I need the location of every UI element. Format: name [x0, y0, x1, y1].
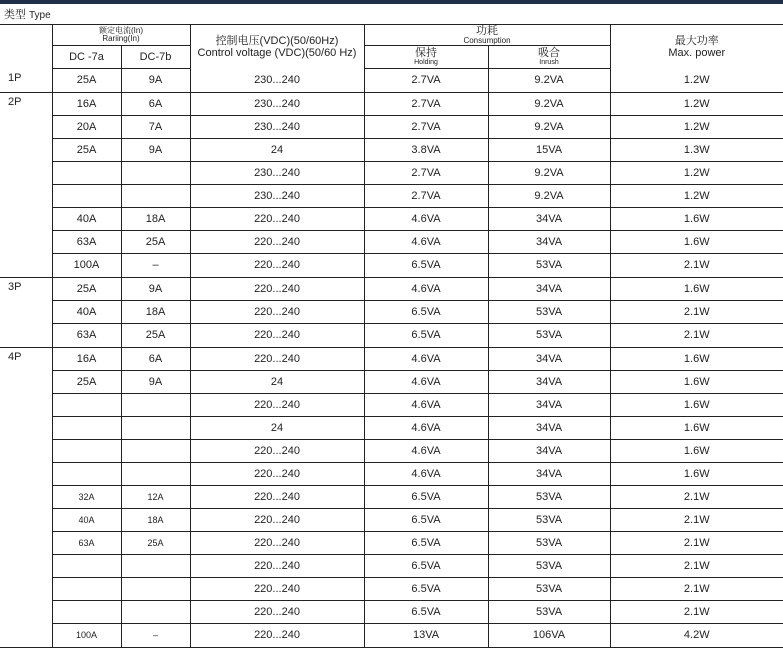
table-row — [0, 371, 783, 394]
dc7a-cell: 20A — [52, 116, 121, 139]
inrush-cell: 106VA — [488, 624, 610, 648]
dc7b-cell: 25A — [121, 532, 190, 555]
dc7b-cell — [121, 601, 190, 624]
dc7a-cell: 100A — [52, 624, 121, 648]
table-row — [0, 394, 783, 417]
dc7b-cell — [121, 463, 190, 486]
table-body — [0, 69, 783, 648]
inrush-cell: 34VA — [488, 394, 610, 417]
table-row — [0, 324, 783, 348]
dc7a-cell — [52, 555, 121, 578]
type-cell — [0, 116, 52, 139]
dc7a-cell: 25A — [52, 277, 121, 301]
dc7a-cell: 40A — [52, 208, 121, 231]
type-cell — [0, 486, 52, 509]
voltage-cell: 24 — [190, 417, 364, 440]
maxpower-cell: 2.1W — [610, 301, 783, 324]
dc7a-cell: 16A — [52, 347, 121, 371]
maxpower-header — [610, 25, 783, 69]
type-header-cell — [0, 25, 52, 69]
top-color-bar — [0, 0, 783, 4]
maxpower-cell: 1.6W — [610, 231, 783, 254]
maxpower-cell: 1.6W — [610, 463, 783, 486]
dc7b-cell — [121, 394, 190, 417]
inrush-cell: 9.2VA — [488, 69, 610, 93]
holding-zh: 保持 — [415, 47, 437, 59]
voltage-cell: 220...240 — [190, 231, 364, 254]
voltage-zh: 控制电压(VDC)(50/60Hz) — [215, 34, 339, 47]
voltage-cell: 230...240 — [190, 116, 364, 139]
type-cell — [0, 139, 52, 162]
maxpower-cell: 2.1W — [610, 601, 783, 624]
voltage-cell: 220...240 — [190, 440, 364, 463]
holding-cell: 4.6VA — [364, 371, 488, 394]
maxpower-cell: 2.1W — [610, 578, 783, 601]
voltage-cell: 230...240 — [190, 69, 364, 93]
type-cell: 3P — [8, 280, 22, 293]
table-row — [0, 116, 783, 139]
type-cell: 1P — [0, 69, 52, 93]
dc7b-cell: 9A — [121, 277, 190, 301]
table-row — [0, 208, 783, 231]
holding-en: Holding — [414, 59, 438, 66]
maxpower-cell: 1.6W — [610, 347, 783, 371]
dc7b-cell — [121, 555, 190, 578]
dc7b-cell: 9A — [121, 139, 190, 162]
table-row — [0, 463, 783, 486]
dc7b-cell — [121, 162, 190, 185]
voltage-cell: 220...240 — [190, 463, 364, 486]
type-cell: 2P — [8, 95, 22, 108]
table-row — [0, 601, 783, 624]
type-cell — [0, 185, 52, 208]
dc7b-cell: – — [121, 624, 190, 648]
table-row — [0, 301, 783, 324]
maxpower-cell: 1.6W — [610, 440, 783, 463]
holding-cell: 4.6VA — [364, 440, 488, 463]
table-row — [0, 532, 783, 555]
type-cell — [0, 509, 52, 532]
table-row — [0, 417, 783, 440]
dc7b-cell: 18A — [121, 208, 190, 231]
table-row — [0, 231, 783, 254]
inrush-cell: 53VA — [488, 509, 610, 532]
inrush-cell: 53VA — [488, 301, 610, 324]
voltage-en: Control voltage (VDC)(50/60 Hz) — [197, 46, 357, 59]
holding-cell: 2.7VA — [364, 92, 488, 116]
maxpower-cell: 1.6W — [610, 277, 783, 301]
maxpower-cell: 1.2W — [610, 162, 783, 185]
inrush-zh: 吸合 — [538, 47, 560, 59]
type-cell — [0, 601, 52, 624]
type-cell — [0, 555, 52, 578]
dc7a-cell: 25A — [52, 69, 121, 93]
dc7a-cell: 63A — [52, 532, 121, 555]
holding-cell: 2.7VA — [364, 116, 488, 139]
caption-en: Type — [29, 10, 51, 21]
inrush-cell: 53VA — [488, 486, 610, 509]
type-cell — [0, 301, 52, 324]
dc7a-cell: 16A — [52, 92, 121, 116]
voltage-cell: 220...240 — [190, 578, 364, 601]
inrush-cell: 53VA — [488, 601, 610, 624]
holding-cell: 6.5VA — [364, 324, 488, 348]
dc7a-cell: 40A — [52, 509, 121, 532]
dc7a-header: DC -7a — [52, 46, 121, 69]
dc7a-cell — [52, 601, 121, 624]
inrush-cell: 34VA — [488, 371, 610, 394]
maxpower-cell: 2.1W — [610, 486, 783, 509]
maxpower-cell: 2.1W — [610, 324, 783, 348]
maxpower-cell: 2.1W — [610, 509, 783, 532]
inrush-cell: 15VA — [488, 139, 610, 162]
table-row — [0, 254, 783, 278]
maxpower-cell: 1.6W — [610, 371, 783, 394]
table-row — [0, 440, 783, 463]
type-cell — [0, 532, 52, 555]
type-cell — [0, 371, 52, 394]
inrush-cell: 53VA — [488, 532, 610, 555]
table-row — [0, 555, 783, 578]
table-row — [0, 347, 783, 371]
holding-cell: 2.7VA — [364, 162, 488, 185]
voltage-cell: 230...240 — [190, 92, 364, 116]
dc7a-cell: 63A — [52, 231, 121, 254]
consumption-en: Consumption — [463, 36, 511, 45]
type-cell: 4P — [8, 350, 22, 363]
dc7a-cell: 25A — [52, 139, 121, 162]
table-row — [0, 92, 783, 116]
maxpower-en: Max. power — [668, 46, 726, 59]
maxpower-cell: 1.6W — [610, 417, 783, 440]
voltage-cell: 220...240 — [190, 254, 364, 278]
holding-cell: 6.5VA — [364, 509, 488, 532]
holding-cell: 2.7VA — [364, 69, 488, 93]
table-row — [0, 578, 783, 601]
type-cell — [0, 394, 52, 417]
type-cell — [0, 578, 52, 601]
type-cell — [0, 463, 52, 486]
dc7a-cell — [52, 440, 121, 463]
maxpower-cell: 4.2W — [610, 624, 783, 648]
voltage-cell: 220...240 — [190, 486, 364, 509]
dc7b-cell: 6A — [121, 92, 190, 116]
voltage-cell: 220...240 — [190, 208, 364, 231]
dc7b-cell: 25A — [121, 324, 190, 348]
table-row — [0, 509, 783, 532]
voltage-cell: 220...240 — [190, 532, 364, 555]
type-cell — [0, 162, 52, 185]
inrush-cell: 34VA — [488, 463, 610, 486]
inrush-header — [488, 46, 610, 69]
table-row — [0, 486, 783, 509]
inrush-cell: 53VA — [488, 254, 610, 278]
voltage-cell: 220...240 — [190, 624, 364, 648]
inrush-cell: 9.2VA — [488, 162, 610, 185]
voltage-cell: 220...240 — [190, 394, 364, 417]
inrush-cell: 34VA — [488, 347, 610, 371]
inrush-cell: 34VA — [488, 231, 610, 254]
dc7a-cell: 63A — [52, 324, 121, 348]
voltage-cell: 220...240 — [190, 347, 364, 371]
maxpower-cell: 2.1W — [610, 555, 783, 578]
consumption-zh: 功耗 — [476, 25, 498, 37]
dc7a-cell — [52, 417, 121, 440]
dc7b-cell: 12A — [121, 486, 190, 509]
dc7a-cell — [52, 394, 121, 417]
voltage-cell: 220...240 — [190, 277, 364, 301]
dc7a-cell — [52, 463, 121, 486]
rating-header — [52, 25, 190, 46]
voltage-cell: 220...240 — [190, 601, 364, 624]
inrush-cell: 53VA — [488, 578, 610, 601]
type-cell — [0, 324, 52, 348]
inrush-cell: 34VA — [488, 208, 610, 231]
inrush-cell: 34VA — [488, 417, 610, 440]
dc7a-cell: 40A — [52, 301, 121, 324]
dc7b-cell: 25A — [121, 231, 190, 254]
dc7b-cell — [121, 578, 190, 601]
voltage-cell: 220...240 — [190, 324, 364, 348]
table-row — [0, 277, 783, 301]
dc7a-cell — [52, 185, 121, 208]
maxpower-cell: 1.6W — [610, 394, 783, 417]
inrush-cell: 9.2VA — [488, 185, 610, 208]
holding-cell: 4.6VA — [364, 277, 488, 301]
type-cell — [0, 624, 52, 648]
inrush-cell: 53VA — [488, 555, 610, 578]
spec-table — [0, 24, 783, 648]
type-cell — [0, 208, 52, 231]
maxpower-zh: 最大功率 — [674, 34, 719, 47]
maxpower-cell: 2.1W — [610, 532, 783, 555]
dc7a-cell: 25A — [52, 371, 121, 394]
rating-en: Rariing(In) — [102, 34, 140, 43]
type-cell — [0, 440, 52, 463]
voltage-header — [190, 25, 364, 69]
maxpower-cell: 1.6W — [610, 208, 783, 231]
caption-zh: 类型 — [4, 9, 26, 21]
holding-cell: 4.6VA — [364, 347, 488, 371]
inrush-cell: 34VA — [488, 440, 610, 463]
holding-cell: 2.7VA — [364, 185, 488, 208]
maxpower-cell: 1.2W — [610, 92, 783, 116]
table-caption — [4, 6, 51, 22]
holding-cell: 6.5VA — [364, 555, 488, 578]
inrush-cell: 53VA — [488, 324, 610, 348]
type-cell — [0, 417, 52, 440]
holding-cell: 6.5VA — [364, 532, 488, 555]
maxpower-cell: 2.1W — [610, 254, 783, 278]
holding-cell: 4.6VA — [364, 208, 488, 231]
voltage-cell: 220...240 — [190, 555, 364, 578]
maxpower-cell: 1.3W — [610, 139, 783, 162]
holding-cell: 3.8VA — [364, 139, 488, 162]
holding-header — [364, 46, 488, 69]
voltage-cell: 230...240 — [190, 162, 364, 185]
maxpower-cell: 1.2W — [610, 69, 783, 93]
type-cell — [0, 254, 52, 278]
dc7b-cell — [121, 417, 190, 440]
dc7a-cell: 100A — [52, 254, 121, 278]
holding-cell: 6.5VA — [364, 578, 488, 601]
dc7b-cell — [121, 440, 190, 463]
table-row — [0, 69, 783, 93]
dc7b-cell: 9A — [121, 69, 190, 93]
holding-cell: 4.6VA — [364, 231, 488, 254]
table-row — [0, 624, 783, 648]
dc7b-cell: 9A — [121, 371, 190, 394]
inrush-cell: 34VA — [488, 277, 610, 301]
consumption-header — [364, 25, 610, 46]
voltage-cell: 220...240 — [190, 301, 364, 324]
dc7b-cell: 18A — [121, 301, 190, 324]
voltage-cell: 220...240 — [190, 509, 364, 532]
maxpower-cell: 1.2W — [610, 116, 783, 139]
dc7b-cell: 7A — [121, 116, 190, 139]
dc7b-cell: 6A — [121, 347, 190, 371]
dc7a-cell — [52, 162, 121, 185]
holding-cell: 6.5VA — [364, 254, 488, 278]
holding-cell: 4.6VA — [364, 463, 488, 486]
dc7b-cell — [121, 185, 190, 208]
dc7b-cell: 18A — [121, 509, 190, 532]
holding-cell: 13VA — [364, 624, 488, 648]
inrush-en: Inrush — [539, 59, 559, 66]
rating-zh: 额定电流(In) — [99, 26, 143, 35]
table-row — [0, 139, 783, 162]
dc7a-cell: 32A — [52, 486, 121, 509]
holding-cell: 4.6VA — [364, 417, 488, 440]
holding-cell: 4.6VA — [364, 394, 488, 417]
table-row — [0, 162, 783, 185]
holding-cell: 6.5VA — [364, 601, 488, 624]
dc7a-cell — [52, 578, 121, 601]
dc7b-cell: – — [121, 254, 190, 278]
holding-cell: 6.5VA — [364, 301, 488, 324]
type-cell — [0, 231, 52, 254]
table-header — [0, 25, 783, 69]
voltage-cell: 24 — [190, 371, 364, 394]
voltage-cell: 230...240 — [190, 185, 364, 208]
voltage-cell: 24 — [190, 139, 364, 162]
dc7b-header: DC-7b — [121, 46, 190, 69]
table-row — [0, 185, 783, 208]
inrush-cell: 9.2VA — [488, 116, 610, 139]
maxpower-cell: 1.2W — [610, 185, 783, 208]
inrush-cell: 9.2VA — [488, 92, 610, 116]
holding-cell: 6.5VA — [364, 486, 488, 509]
